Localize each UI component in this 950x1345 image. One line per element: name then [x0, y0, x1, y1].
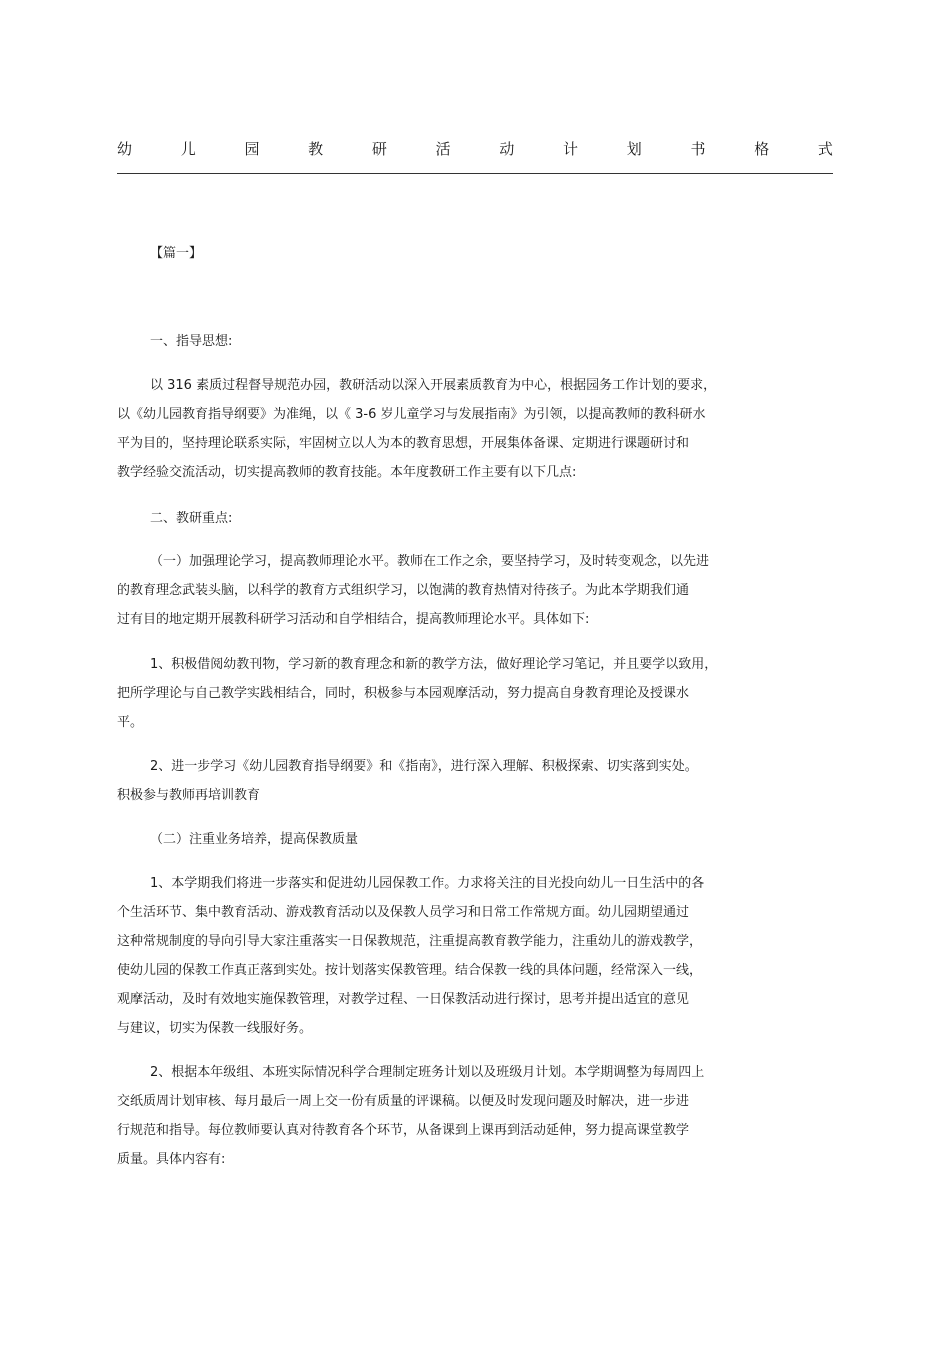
- title-char: 教: [308, 140, 324, 158]
- text-line: 过有目的地定期开展教科研学习活动和自学相结合，提高教师理论水平。具体如下:: [117, 612, 590, 627]
- heading-guiding-thought: 一、指导思想:: [150, 334, 233, 349]
- text-line: 交纸质周计划审核、每月最后一周上交一份有质量的评课稿。以便及时发现问题及时解决，进一步进: [117, 1094, 690, 1109]
- section-label: 【篇一】: [150, 246, 203, 261]
- text-line: 1、本学期我们将进一步落实和促进幼儿园保教工作。力求将关注的目光投向幼儿一日生活中的各: [150, 876, 705, 891]
- text-line: 以《幼儿园教育指导纲要》为准绳，以《 3-6 岁儿童学习与发展指南》为引领，以提高教师的教科研水: [117, 407, 706, 422]
- heading-research-focus: 二、教研重点:: [150, 511, 233, 526]
- title-char: 园: [244, 140, 260, 158]
- title-char: 研: [371, 140, 387, 158]
- text-line: 与建议，切实为保教一线服好务。: [117, 1021, 313, 1036]
- title-char: 幼: [117, 140, 133, 158]
- text-line: 这种常规制度的导向引导大家注重落实一日保教规范，注重提高教育教学能力，注重幼儿的游戏教学，: [117, 934, 703, 949]
- text-line: 以 316 素质过程督导规范办园，教研活动以深入开展素质教育为中心，根据园务工作计划的要求，: [150, 378, 717, 393]
- text-line: 行规范和指导。每位教师要认真对待教育各个环节，从备课到上课再到活动延伸，努力提高课堂教学: [117, 1123, 690, 1138]
- title-divider: [117, 173, 833, 174]
- title-char: 划: [626, 140, 642, 158]
- text-line: 使幼儿园的保教工作真正落到实处。按计划落实保教管理。结合保教一线的具体问题，经常深入一线，: [117, 963, 703, 978]
- text-line: 2、根据本年级组、本班实际情况科学合理制定班务计划以及班级月计划。本学期调整为每周四上: [150, 1065, 705, 1080]
- text-line: 教学经验交流活动，切实提高教师的教育技能。本年度教研工作主要有以下几点:: [117, 465, 577, 480]
- title-char: 活: [435, 140, 451, 158]
- text-line: 观摩活动，及时有效地实施保教管理，对教学过程、一日保教活动进行探讨，思考并提出适宜的意见: [117, 992, 690, 1007]
- title-char: 式: [817, 140, 833, 158]
- title-char: 儿: [180, 140, 196, 158]
- title-char: 书: [690, 140, 706, 158]
- text-line: 个生活环节、集中教育活动、游戏教育活动以及保教人员学习和日常工作常规方面。幼儿园期望通过: [117, 905, 690, 920]
- heading-business-training: （二）注重业务培养，提高保教质量: [150, 832, 359, 847]
- document-title: [117, 139, 833, 159]
- text-line: （一）加强理论学习，提高教师理论水平。教师在工作之余，要坚持学习，及时转变观念，以先进: [150, 554, 710, 569]
- text-line: 平。: [117, 715, 144, 730]
- text-line: 质量。具体内容有:: [117, 1152, 226, 1167]
- text-line: 把所学理论与自己教学实践相结合，同时，积极参与本园观摩活动，努力提高自身教育理论及授课水: [117, 686, 690, 701]
- text-line: 积极参与教师再培训教育: [117, 788, 261, 803]
- text-line: 的教育理念武装头脑，以科学的教育方式组织学习，以饱满的教育热情对待孩子。为此本学期我们通: [117, 583, 690, 598]
- title-char: 动: [499, 140, 515, 158]
- title-char: 计: [563, 140, 579, 158]
- text-line: 1、积极借阅幼教刊物，学习新的教育理念和新的教学方法，做好理论学习笔记，并且要学以致用，: [150, 657, 718, 672]
- text-line: 2、进一步学习《幼儿园教育指导纲要》和《指南》，进行深入理解、积极探索、切实落到实处。: [150, 759, 698, 774]
- text-line: 平为目的，坚持理论联系实际，牢固树立以人为本的教育思想，开展集体备课、定期进行课题研讨和: [117, 436, 690, 451]
- title-char: 格: [754, 140, 770, 158]
